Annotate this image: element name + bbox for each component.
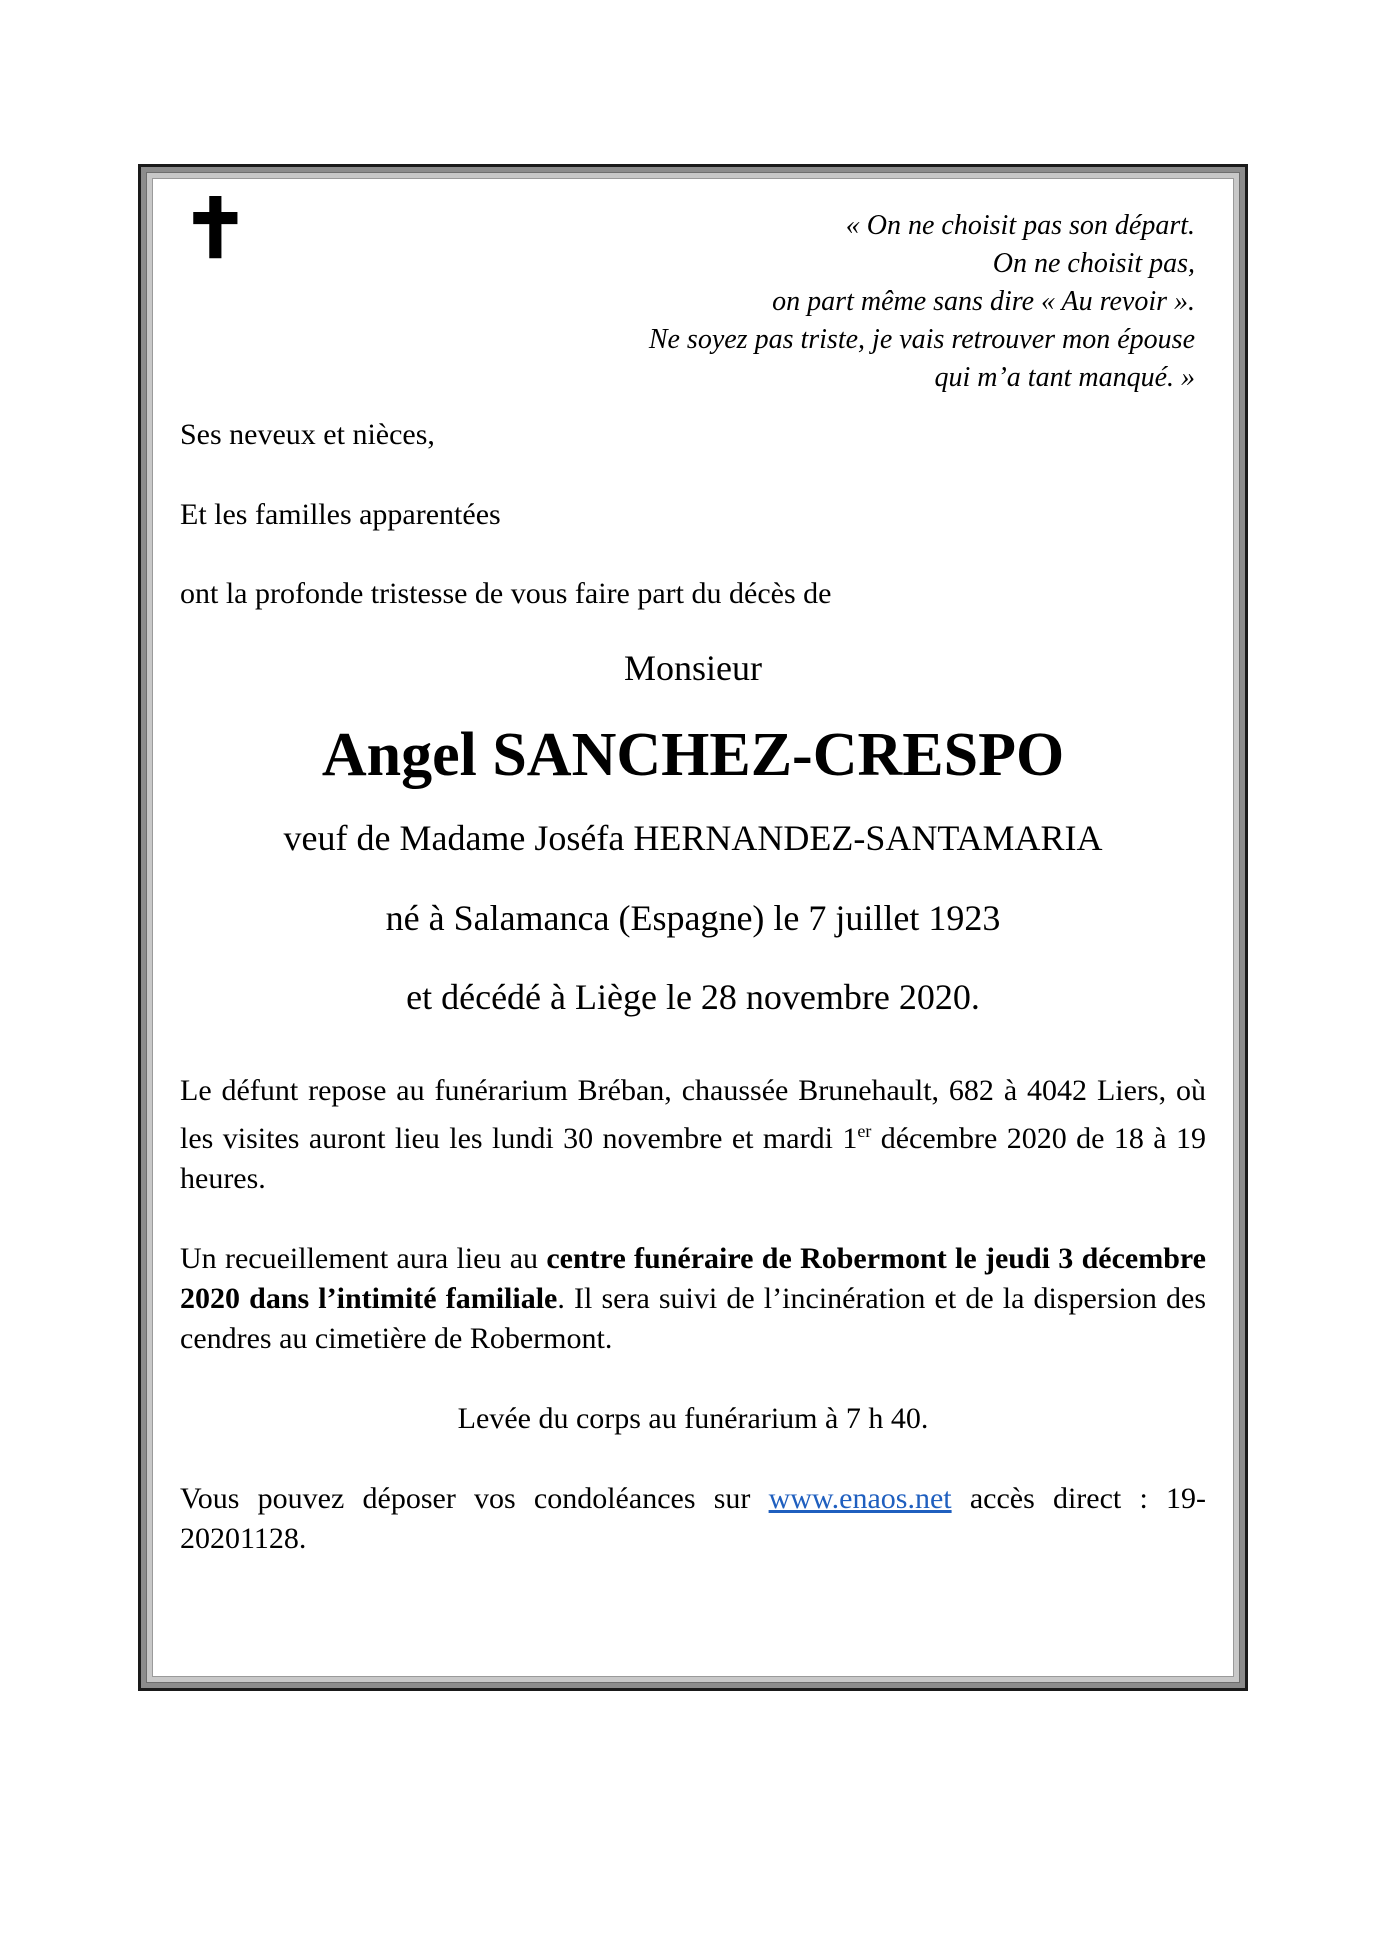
death-line: et décédé à Liège le 28 novembre 2020.	[406, 977, 980, 1017]
quote-line: « On ne choisit pas son départ.	[845, 210, 1195, 241]
deceased-name: Angel SANCHEZ-CRESPO	[321, 721, 1065, 789]
cross-icon: ✝	[181, 184, 250, 275]
quote-line: Ne soyez pas triste, je vais retrouver mon épouse	[648, 324, 1195, 355]
notice-frame	[138, 164, 1248, 1691]
levee-line: Levée du corps au funérarium à 7 h 40.	[457, 1402, 929, 1435]
ceremony-highlight: centre funéraire de Robermont le jeudi 3 décembre 2020 dans l’intimité familiale	[180, 1242, 1206, 1315]
birth-line: né à Salamanca (Espagne) le 7 juillet 1923	[385, 898, 1001, 938]
notice-body	[180, 417, 1206, 1559]
frame-border	[146, 172, 1240, 1683]
quote-line: qui m’a tant manqué. »	[934, 362, 1195, 393]
ceremony-paragraph: Un recueillement aura lieu au centre funéraire de Robermont le jeudi 3 décembre 2020 dans l’intimité familiale. Il sera suivi de l’incinération et de la dispersion des cendres au cimetière de Robermont.	[180, 1242, 1206, 1355]
intro-line-announcement: ont la profonde tristesse de vous faire part du décès de	[180, 577, 832, 610]
intro-line-families: Et les familles apparentées	[180, 498, 501, 531]
visitation-paragraph: Le défunt repose au funérarium Bréban, chaussée Brunehault, 682 à 4042 Liers, où les visites auront lieu les lundi 30 novembre et mardi 1er décembre 2020 de 18 à 19 heures.	[180, 1074, 1207, 1195]
epigraph-quote	[649, 207, 1195, 397]
condolences-paragraph: Vous pouvez déposer vos condoléances sur www.enaos.net accès direct : 19-20201128.	[180, 1482, 1206, 1555]
quote-line: on part même sans dire « Au revoir ».	[772, 286, 1195, 317]
spouse-line: veuf de Madame Joséfa HERNANDEZ-SANTAMARIA	[283, 818, 1103, 858]
intro-line-nephews: Ses neveux et nièces,	[180, 418, 435, 451]
notice-content	[152, 178, 1234, 1677]
deceased-title: Monsieur	[624, 648, 762, 688]
enaos-link[interactable]: www.enaos.net	[768, 1482, 952, 1515]
quote-line: On ne choisit pas,	[992, 248, 1195, 279]
